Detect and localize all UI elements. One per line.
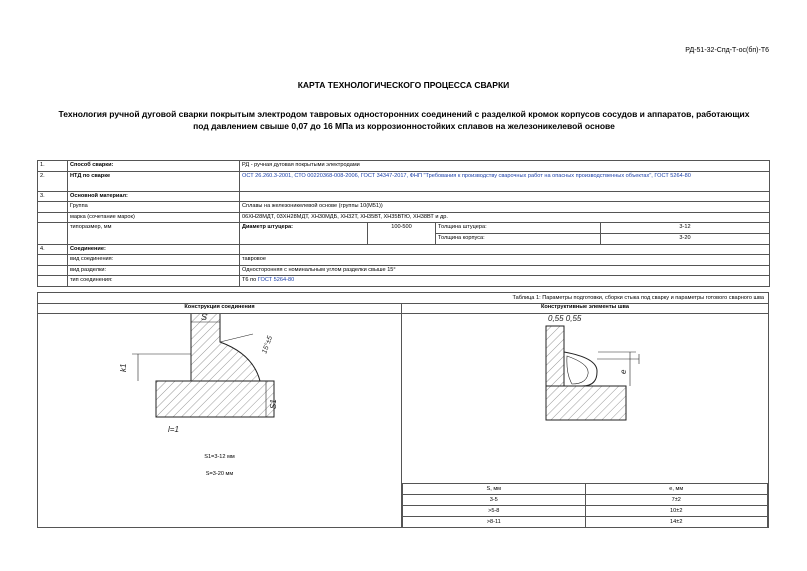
table-row [38, 212, 770, 223]
process-parameters-table [37, 160, 770, 287]
table-row [403, 506, 768, 517]
grade-value: 06ХН28МДТ, 03ХН28МДТ, ХН30МДБ, ХН32Т, ХН35ВТ, ХН35ВТЮ, ХН38ВТ и др. [240, 212, 770, 223]
diameter-value: 100-500 [368, 223, 436, 244]
cell-s: >5-8 [403, 506, 586, 517]
table-row [403, 484, 768, 495]
row-number: 1. [38, 161, 68, 172]
dim-s-label: S [201, 312, 208, 322]
col-header-e: e, мм [585, 484, 768, 495]
table-row [38, 161, 770, 172]
body-thickness-value: 3-20 [601, 233, 770, 244]
group-value: Сплавы на железоникелевой основе (группы 10(М51)) [240, 202, 770, 213]
connection-type-label: тип соединения: [68, 276, 240, 287]
group-label: Группа [68, 202, 240, 213]
table-row [38, 223, 770, 234]
fitting-thickness-note: S1=3-12 мм [204, 454, 235, 460]
fitting-thickness-label: Толщина штуцера: [436, 223, 601, 234]
diameter-label: Диаметр штуцера: [240, 223, 368, 244]
joint-label: Соединение: [68, 244, 240, 255]
row-number: 2. [38, 171, 68, 191]
groove-value: Односторонняя с номинальным углом разделки свыше 15° [240, 265, 770, 276]
joint-design-heading: Конструкция соединения [184, 304, 255, 310]
page-title: КАРТА ТЕХНОЛОГИЧЕСКОГО ПРОЦЕССА СВАРКИ [297, 80, 510, 90]
document-code: РД-51-32-Спд-Т-ос(бп)-Т6 [685, 47, 769, 54]
subtitle-line-1: Технология ручной дуговой сварки покрытым электродом тавровых односторонних соединений с разделкой кромок корпусов сосудов и аппаратов, работающих [58, 109, 750, 119]
table-row [38, 255, 770, 266]
joint-type-value: тавровое [240, 255, 770, 266]
welding-method-value: РД - ручная дуговая покрытыми электродами [240, 161, 770, 172]
dim-s1-label: S1 [269, 399, 278, 409]
joint-design-section [37, 292, 769, 528]
gost-link[interactable]: ГОСТ 5264-80 [257, 277, 295, 284]
cell-e: 14±2 [585, 517, 768, 528]
connection-type-value [240, 276, 770, 287]
cell-s: >8-11 [403, 517, 586, 528]
weld-elements-drawing [402, 314, 768, 482]
table-caption: Таблица 1: Параметры подготовки, сборки стыка под сварку и параметры готового сварного шва [512, 295, 764, 301]
fitting-thickness-value: 3-12 [601, 223, 770, 234]
ntd-links[interactable]: ОСТ 26.260.3-2001, СТО 00220368-008-2006, ГОСТ 34347-2017, ФНП "Требования к производству сварочных работ на опасных производственных объектах", ГОСТ 5264-80 [240, 171, 770, 191]
weld-elements-heading: Конструктивные элементы шва [540, 304, 630, 310]
base-material-label: Основной материал: [68, 191, 240, 202]
connection-type-prefix: Т6 по [242, 277, 257, 284]
dim-k1-label: k1 [119, 363, 128, 372]
subtitle-line-2: под давлением свыше 0,07 до 16 МПа из коррозионностойких сплавов на железоникелевой основе [193, 121, 615, 131]
size-label: типоразмер, мм [68, 223, 240, 244]
roughness-label: 0,55 0,55 [548, 314, 582, 323]
body-thickness-label: Толщина корпуса: [436, 233, 601, 244]
groove-label: вид разделки: [68, 265, 240, 276]
table-row [38, 202, 770, 213]
cell-e: 7±2 [585, 495, 768, 506]
body-thickness-note: S=3-20 мм [205, 471, 234, 477]
dim-e-label: e [619, 369, 628, 374]
col-header-s: S, мм [403, 484, 586, 495]
cell-s: 3-5 [403, 495, 586, 506]
welding-method-label: Способ сварки: [68, 161, 240, 172]
weld-size-table [402, 483, 768, 528]
table-row [38, 265, 770, 276]
dim-angle-label: 15°±5 [261, 335, 275, 355]
joint-type-label: вид соединения: [68, 255, 240, 266]
ntd-label: НТД по сварке [68, 171, 240, 191]
row-number: 3. [38, 191, 68, 202]
table-row [38, 191, 770, 202]
table-row [403, 495, 768, 506]
row-number: 4. [38, 244, 68, 255]
table-row [403, 517, 768, 528]
joint-drawing [38, 314, 401, 474]
table-row [38, 244, 770, 255]
table-row [38, 171, 770, 191]
dim-gap-label: l=1 [168, 425, 179, 434]
page-subtitle [30, 108, 778, 132]
grade-label: марка (сочетание марок) [68, 212, 240, 223]
cell-e: 10±2 [585, 506, 768, 517]
table-row [38, 276, 770, 287]
